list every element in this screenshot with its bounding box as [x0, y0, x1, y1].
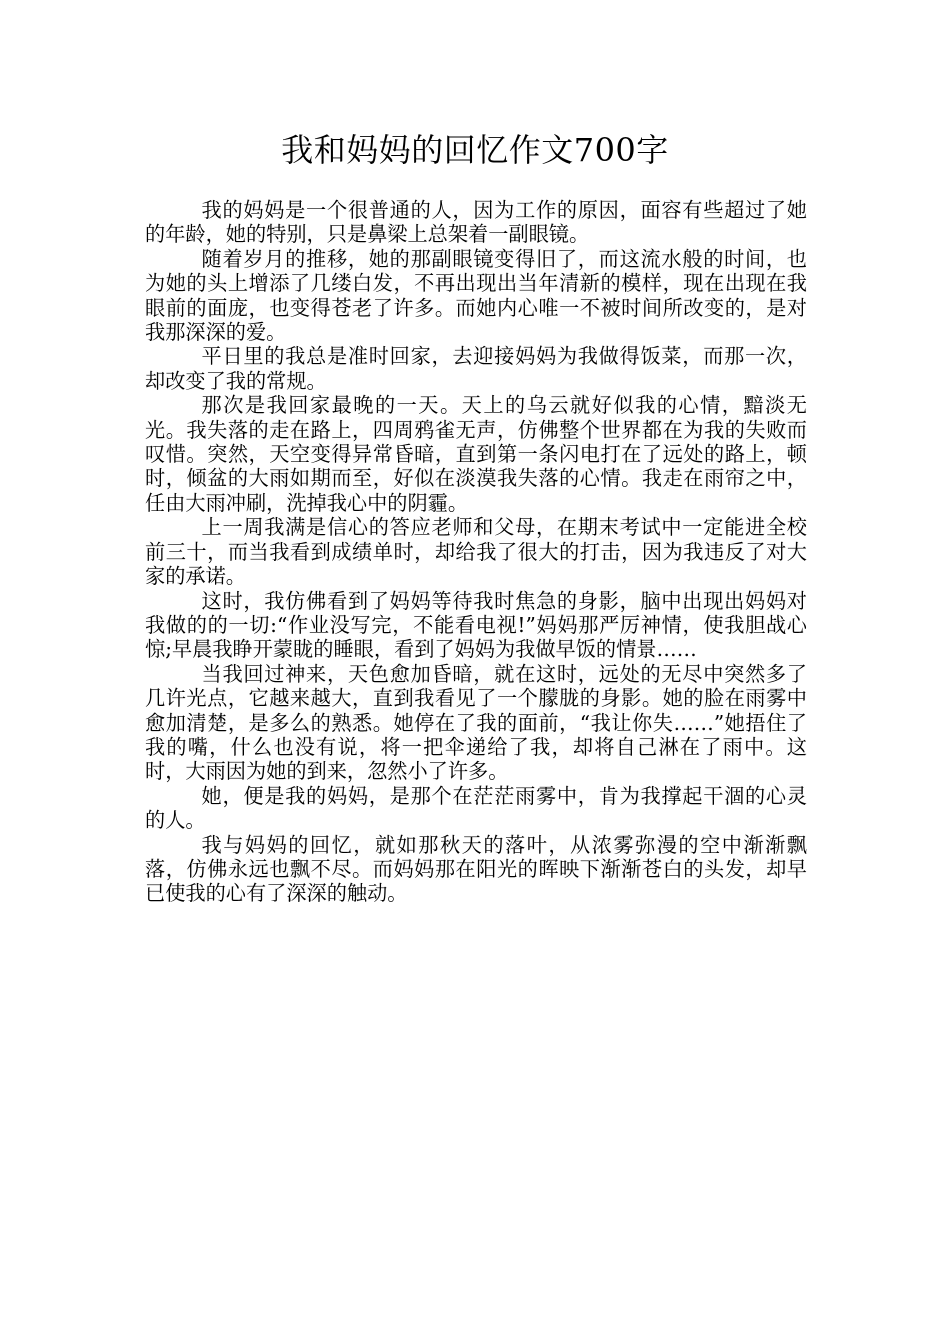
paragraph: 随着岁月的推移，她的那副眼镜变得旧了，而这流水般的时间，也为她的头上增添了几缕白发，不再出现出当年清新的模样，现在出现在我眼前的面庞，也变得苍老了许多。而她内心唯一不被时间所改变的，是对我那深深的爱。 [145, 246, 807, 345]
paragraph: 那次是我回家最晚的一天。天上的乌云就好似我的心情，黯淡无光。我失落的走在路上，四周鸦雀无声，仿佛整个世界都在为我的失败而叹惜。突然，天空变得异常昏暗，直到第一条闪电打在了远处的路上，顿时，倾盆的大雨如期而至，好似在淡漠我失落的心情。我走在雨帘之中，任由大雨冲刷，洗掉我心中的阴霾。 [145, 393, 807, 515]
document-body [145, 198, 807, 906]
paragraph: 平日里的我总是准时回家，去迎接妈妈为我做得饭菜，而那一次，却改变了我的常规。 [145, 344, 807, 393]
paragraph: 我与妈妈的回忆，就如那秋天的落叶，从浓雾弥漫的空中渐渐飘落，仿佛永远也飘不尽。而妈妈那在阳光的晖映下渐渐苍白的头发，却早已使我的心有了深深的触动。 [145, 832, 807, 906]
document-title: 我和妈妈的回忆作文700字 [281, 131, 669, 169]
paragraph: 当我回过神来，天色愈加昏暗，就在这时，远处的无尽中突然多了几许光点，它越来越大，直到我看见了一个朦胧的身影。她的脸在雨雾中愈加清楚，是多么的熟悉。她停在了我的面前，“我让你失……”她捂住了我的嘴，什么也没有说，将一把伞递给了我，却将自己淋在了雨中。这时，大雨因为她的到来，忽然小了许多。 [145, 661, 807, 784]
paragraph: 我的妈妈是一个很普通的人，因为工作的原因，面容有些超过了她的年龄，她的特别，只是鼻梁上总架着一副眼镜。 [145, 198, 807, 247]
paragraph: 上一周我满是信心的答应老师和父母，在期末考试中一定能进全校前三十，而当我看到成绩单时，却给我了很大的打击，因为我违反了对大家的承诺。 [145, 515, 807, 589]
paragraph: 她，便是我的妈妈，是那个在茫茫雨雾中，肯为我撑起干涸的心灵的人。 [145, 783, 807, 833]
paragraph: 这时，我仿佛看到了妈妈等待我时焦急的身影，脑中出现出妈妈对我做的的一切:“作业没写完，不能看电视!”妈妈那严厉神情，使我胆战心惊;早晨我睁开蒙眬的睡眼，看到了妈妈为我做早饭的情景…… [145, 588, 807, 662]
